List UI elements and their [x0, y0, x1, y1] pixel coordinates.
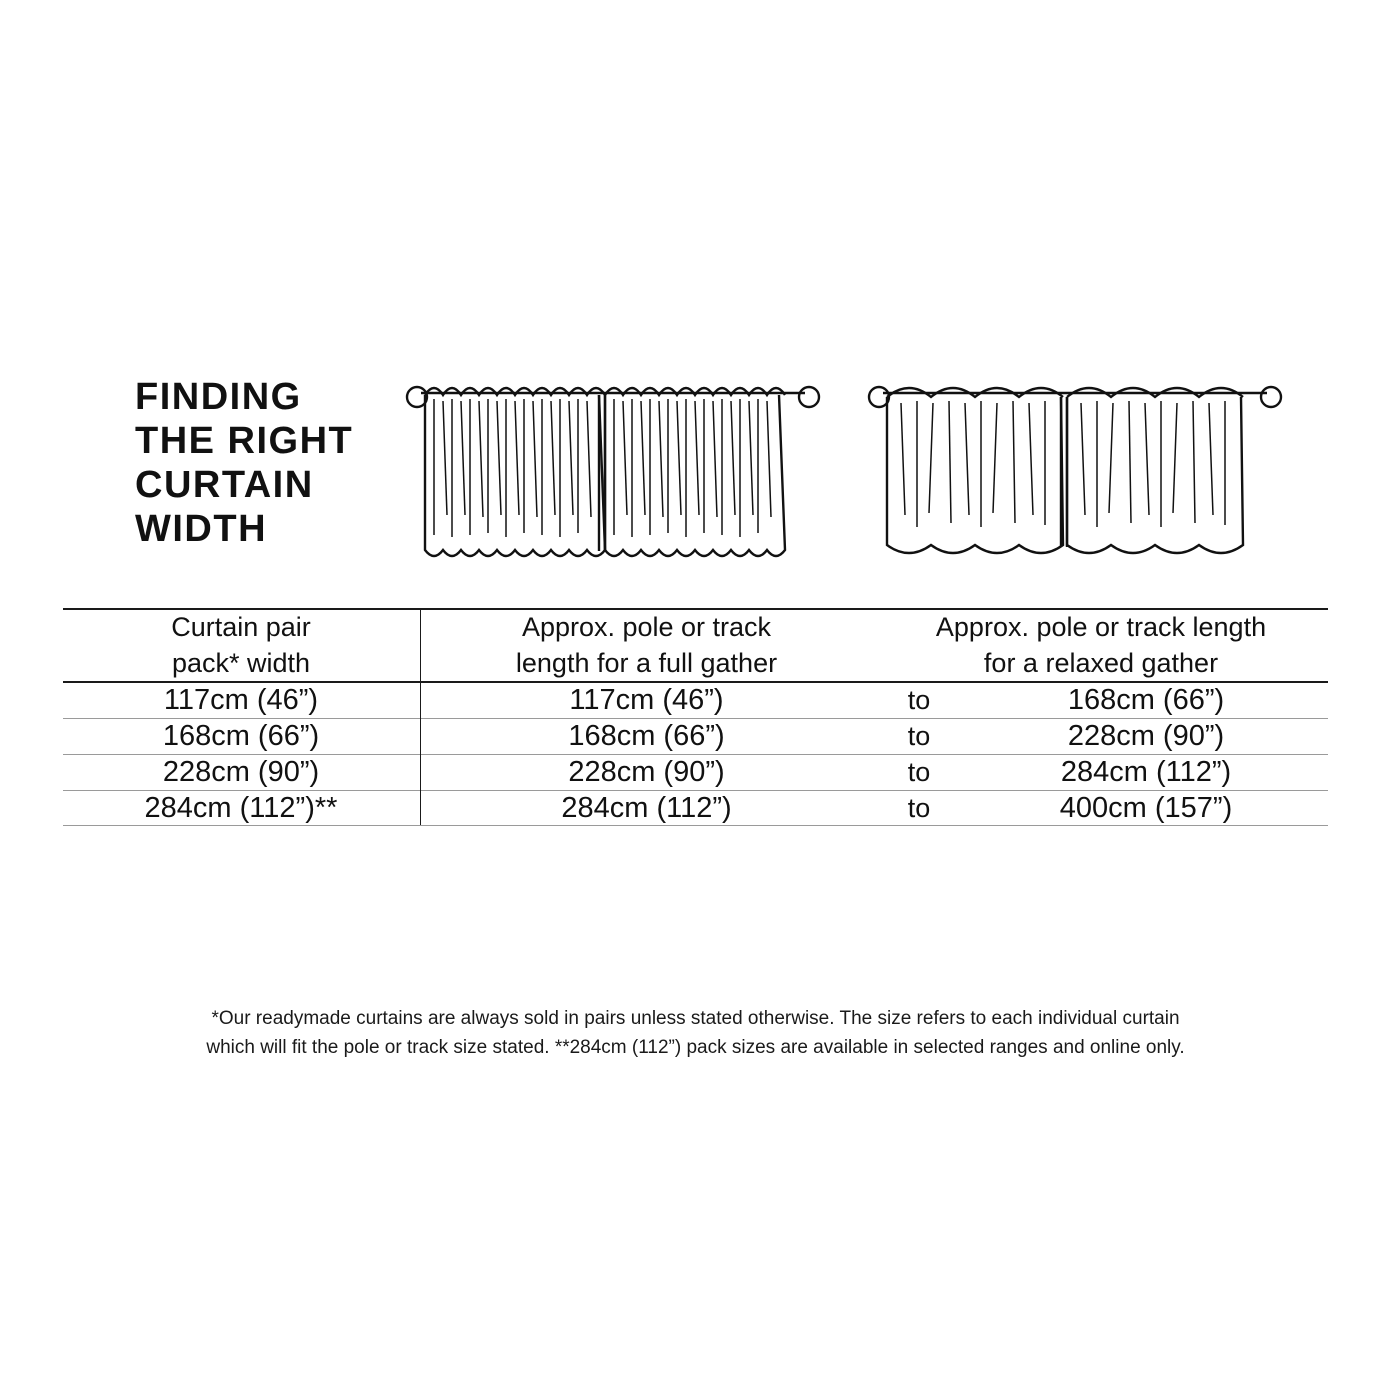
col-header-relaxed-gather-line2: for a relaxed gather — [983, 647, 1219, 678]
title-line-2: THE RIGHT — [135, 420, 354, 463]
cell-connector: to — [907, 685, 931, 716]
column-divider — [420, 608, 421, 825]
col-header-full-gather — [419, 609, 874, 682]
cell-pack-width: 228cm (90”) — [162, 755, 320, 788]
title-line-4: WIDTH — [135, 508, 268, 551]
cell-connector: to — [907, 792, 931, 823]
cell-full-gather: 228cm (90”) — [568, 755, 725, 788]
col-header-full-gather-line2: length for a full gather — [515, 647, 778, 678]
cell-relaxed-gather — [874, 682, 1328, 718]
cell-pack-width: 168cm (66”) — [162, 720, 320, 753]
size-table-wrapper — [63, 608, 1328, 826]
cell-connector: to — [907, 757, 931, 788]
footnote-line-1: *Our readymade curtains are always sold in pairs unless stated otherwise. The size refers to each individual curtain — [211, 1008, 1180, 1029]
cell-relaxed-gather-value: 168cm (66”) — [1067, 684, 1225, 717]
table-row — [63, 754, 1328, 790]
footnote — [63, 1005, 1328, 1062]
cell-full-gather: 284cm (112”) — [561, 791, 732, 824]
col-header-relaxed-gather — [874, 609, 1328, 682]
illustration-group — [403, 355, 1328, 580]
table-header-row — [63, 609, 1328, 682]
header-area — [63, 355, 1328, 605]
col-header-pack-width-line2: pack* width — [171, 647, 311, 678]
cell-relaxed-gather — [874, 719, 1328, 755]
page-title — [63, 355, 403, 551]
title-line-1: FINDING — [135, 376, 302, 418]
relaxed-gather-curtain-illustration — [865, 365, 1285, 580]
cell-pack-width: 117cm (46”) — [163, 684, 319, 717]
col-header-pack-width — [63, 609, 419, 682]
table-header — [63, 609, 1328, 682]
cell-relaxed-gather-value: 284cm (112”) — [1060, 755, 1232, 788]
cell-relaxed-gather-value: 400cm (157”) — [1059, 791, 1233, 824]
table-bottom-rule — [63, 826, 1328, 827]
cell-relaxed-gather — [874, 754, 1328, 790]
cell-full-gather: 117cm (46”) — [569, 684, 724, 717]
title-line-3: CURTAIN — [135, 464, 314, 507]
cell-pack-width: 284cm (112”)** — [144, 791, 338, 824]
full-gather-curtain-illustration — [403, 365, 823, 580]
cell-relaxed-gather-value: 228cm (90”) — [1067, 720, 1225, 753]
size-table — [63, 608, 1328, 826]
cell-full-gather: 168cm (66”) — [568, 720, 725, 753]
col-header-relaxed-gather-line1: Approx. pole or track length — [935, 612, 1267, 642]
table-row — [63, 790, 1328, 826]
table-body — [63, 682, 1328, 826]
cell-connector: to — [907, 721, 931, 752]
table-row — [63, 682, 1328, 718]
footnote-line-2: which will fit the pole or track size stated. **284cm (112”) pack sizes are available in selected ranges and online only. — [206, 1036, 1185, 1058]
cell-relaxed-gather — [874, 790, 1328, 826]
col-header-pack-width-line1: Curtain pair — [171, 612, 311, 642]
col-header-full-gather-line1: Approx. pole or track — [521, 612, 772, 642]
table-row — [63, 719, 1328, 755]
